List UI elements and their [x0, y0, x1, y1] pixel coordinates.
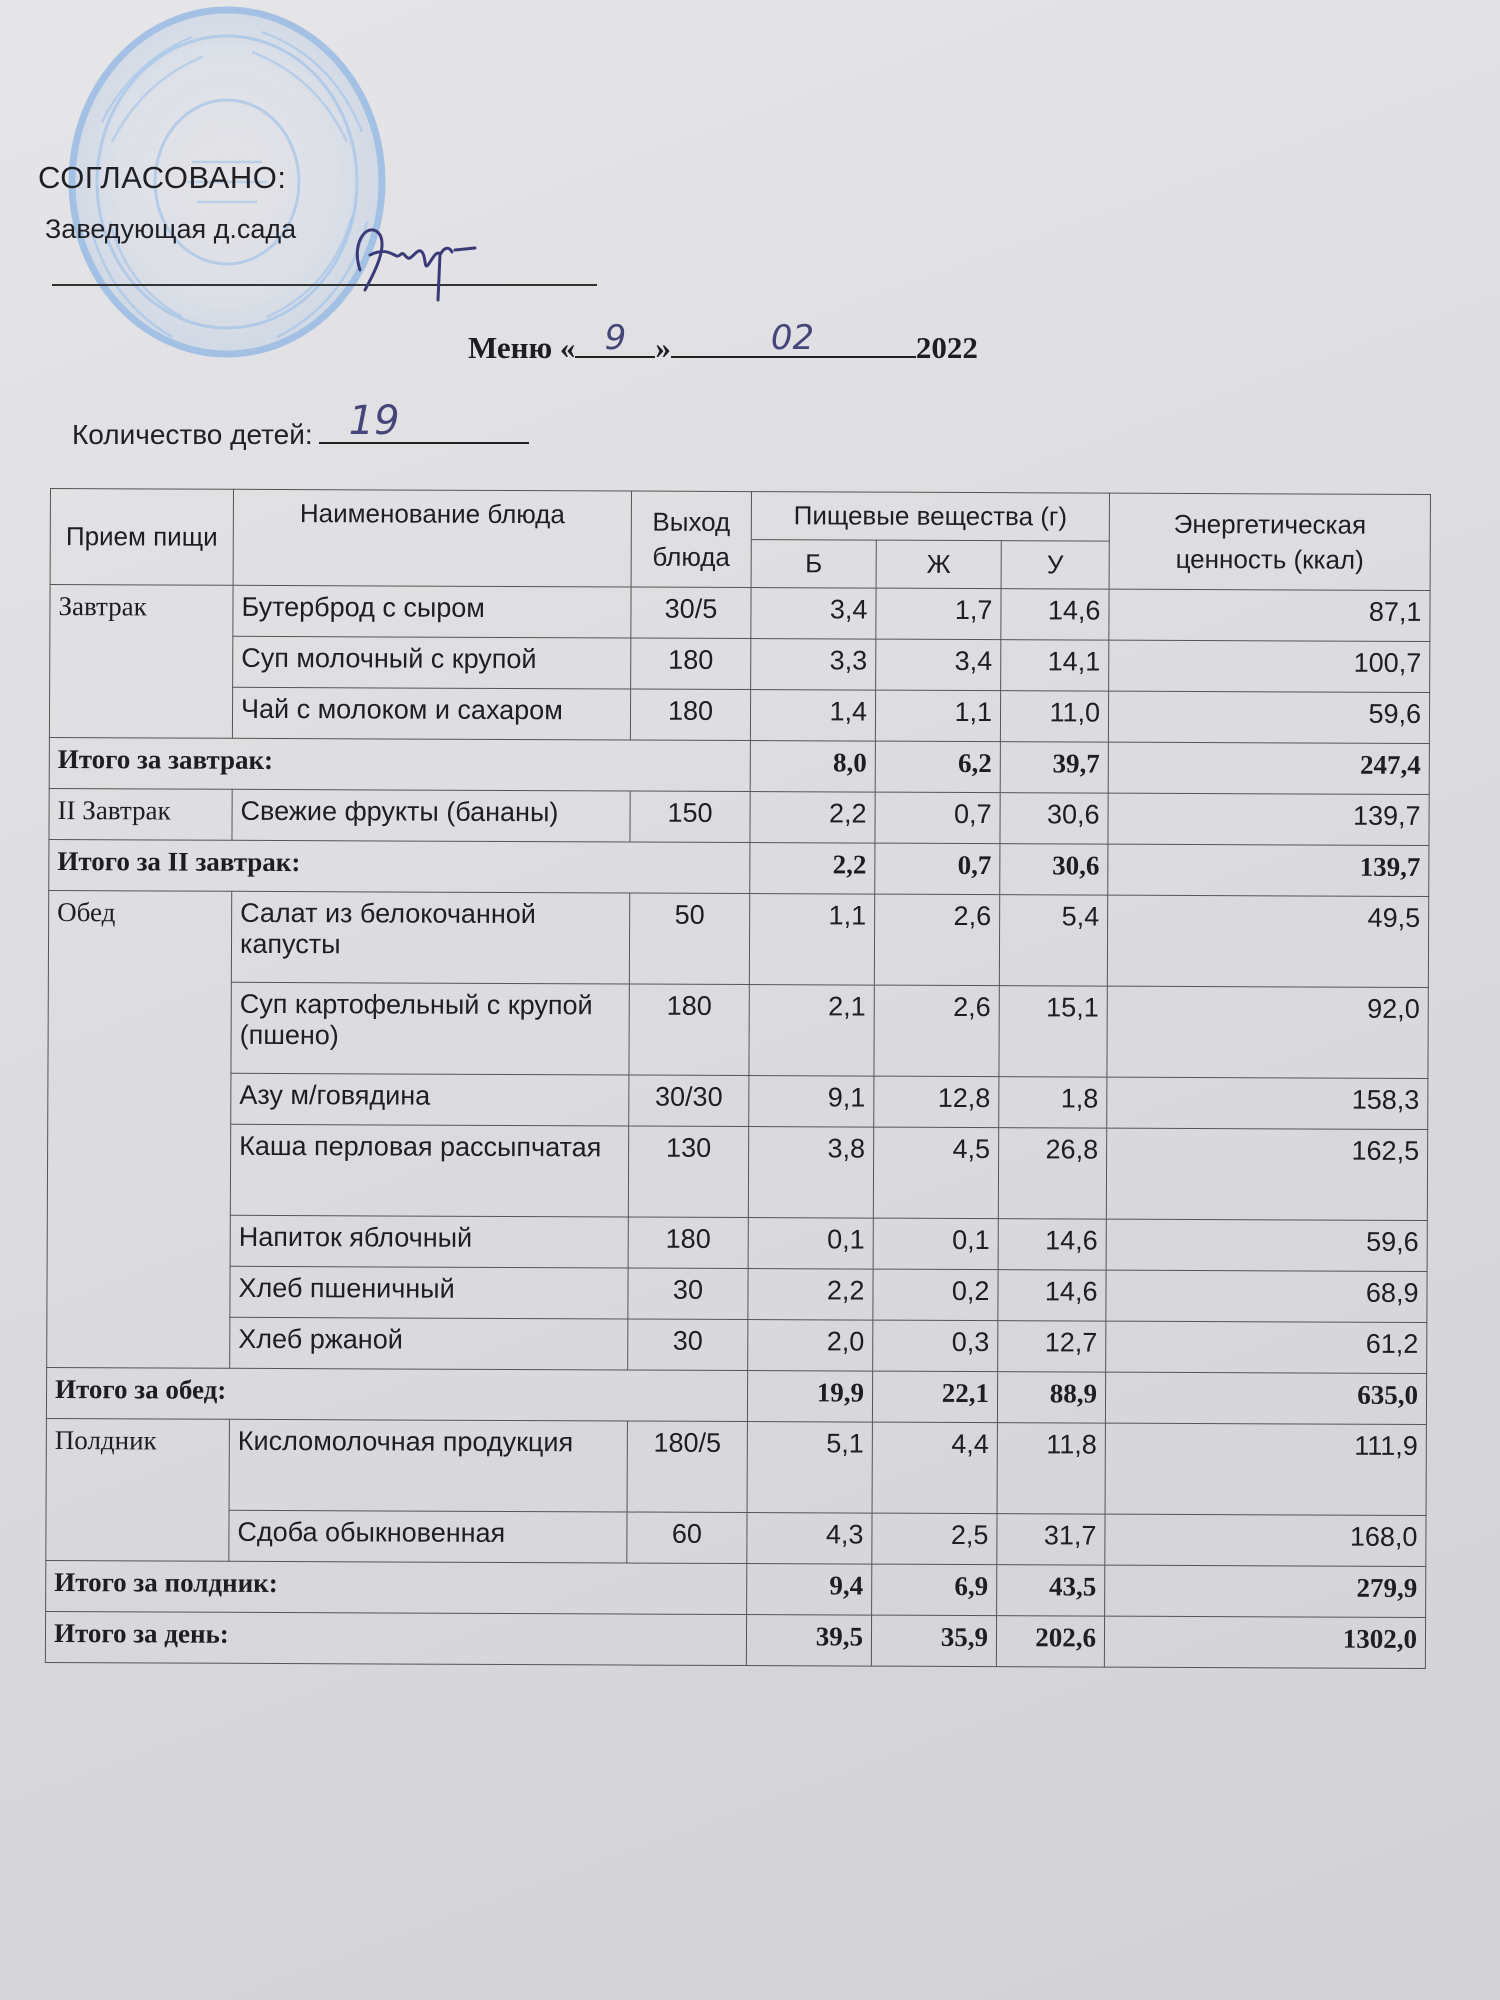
day-total-energy: 1302,0: [1104, 1616, 1425, 1668]
protein-value: 2,0: [748, 1320, 873, 1372]
carbs-value: 31,7: [997, 1514, 1105, 1565]
menu-title-middle: »: [655, 330, 671, 365]
menu-date-title: [468, 318, 978, 366]
energy-value: 92,0: [1107, 986, 1428, 1078]
total-carbs: 88,9: [997, 1372, 1105, 1423]
table-row: [46, 1510, 1426, 1567]
total-protein: 2,2: [750, 843, 875, 895]
day-total-protein: 39,5: [746, 1615, 871, 1667]
energy-value: 111,9: [1105, 1423, 1426, 1515]
total-row-lunch: [46, 1368, 1426, 1425]
table-row: [49, 789, 1429, 846]
month-field: [671, 318, 916, 358]
energy-value: 59,6: [1106, 1219, 1427, 1271]
protein-value: 9,1: [749, 1076, 874, 1128]
total-label: Итого за полдник:: [46, 1561, 747, 1615]
energy-value: 162,5: [1106, 1128, 1427, 1220]
protein-value: 3,8: [748, 1127, 873, 1219]
children-count-handwritten: 19: [348, 398, 400, 444]
col-header-carbs: У: [1001, 541, 1109, 590]
table-row: [50, 636, 1430, 693]
total-protein: 9,4: [747, 1564, 872, 1616]
total-label: Итого за обед:: [46, 1368, 747, 1422]
dish-name: Хлеб ржаной: [230, 1317, 628, 1370]
col-header-fat: Ж: [876, 540, 1001, 589]
table-row: [48, 1073, 1428, 1130]
menu-title-prefix: Меню «: [468, 330, 576, 365]
approval-label: СОГЛАСОВАНО:: [38, 160, 287, 195]
dish-output: 180: [630, 689, 750, 741]
carbs-value: 14,6: [998, 1219, 1106, 1270]
day-total-fat: 35,9: [871, 1615, 996, 1667]
carbs-value: 14,6: [1001, 589, 1109, 640]
total-carbs: 43,5: [997, 1565, 1105, 1616]
table-row: [47, 1266, 1427, 1323]
dish-output: 150: [630, 791, 750, 843]
energy-value: 59,6: [1108, 691, 1429, 743]
col-header-nutrients: Пищевые вещества (г): [751, 492, 1109, 542]
protein-value: 1,4: [750, 690, 875, 742]
dish-name: Салат из белокочанной капусты: [231, 891, 629, 984]
table-row: [47, 1317, 1427, 1374]
meal-snack: Полдник: [46, 1419, 230, 1562]
fat-value: 4,5: [873, 1127, 998, 1219]
protein-value: 0,1: [748, 1218, 873, 1270]
table-row: [47, 1124, 1427, 1221]
total-carbs: 30,6: [1000, 844, 1108, 895]
children-count-label: Количество детей:: [72, 419, 313, 450]
col-header-dish: Наименование блюда: [233, 489, 631, 587]
table-row: [50, 585, 1430, 642]
energy-value: 61,2: [1106, 1321, 1427, 1373]
dish-name: Хлеб пшеничный: [230, 1266, 628, 1319]
dish-output: 50: [629, 893, 749, 985]
menu-table: [45, 488, 1431, 1669]
carbs-value: 14,6: [998, 1270, 1106, 1321]
total-row-second-breakfast: [49, 840, 1429, 897]
table-row: [48, 891, 1428, 988]
fat-value: 4,4: [872, 1422, 997, 1514]
energy-value: 158,3: [1107, 1077, 1428, 1129]
carbs-value: 26,8: [998, 1128, 1106, 1219]
total-fat: 6,9: [872, 1564, 997, 1616]
energy-value: 49,5: [1107, 895, 1428, 987]
handwritten-signature: [340, 200, 490, 310]
dish-output: 180: [629, 984, 749, 1076]
fat-value: 0,7: [875, 792, 1000, 844]
protein-value: 2,2: [748, 1269, 873, 1321]
day-total-label: Итого за день:: [45, 1612, 746, 1666]
protein-value: 1,1: [749, 894, 874, 986]
protein-value: 3,3: [751, 639, 876, 691]
dish-name: Бутерброд с сыром: [233, 585, 631, 638]
fat-value: 1,1: [875, 690, 1000, 742]
carbs-value: 14,1: [1001, 640, 1109, 691]
month-handwritten: 02: [770, 318, 815, 358]
fat-value: 2,6: [874, 894, 999, 986]
dish-name: Азу м/говядина: [231, 1073, 629, 1126]
protein-value: 4,3: [747, 1513, 872, 1565]
energy-value: 68,9: [1106, 1270, 1427, 1322]
total-energy: 139,7: [1108, 844, 1429, 896]
table-row: [47, 1215, 1427, 1272]
carbs-value: 30,6: [1000, 793, 1108, 844]
fat-value: 2,5: [872, 1513, 997, 1565]
dish-name: Свежие фрукты (бананы): [232, 789, 630, 842]
dish-output: 30: [628, 1319, 748, 1371]
table-row: [48, 982, 1428, 1079]
meal-breakfast: Завтрак: [49, 585, 233, 739]
fat-value: 1,7: [876, 588, 1001, 640]
total-fat: 22,1: [872, 1371, 997, 1423]
dish-output: 30/30: [629, 1075, 749, 1127]
dish-name: Сдоба обыкновенная: [229, 1510, 627, 1563]
dish-output: 130: [628, 1126, 748, 1218]
dish-output: 180: [628, 1217, 748, 1269]
total-row-day: [45, 1612, 1425, 1669]
total-fat: 0,7: [875, 843, 1000, 895]
day-field: [575, 318, 655, 358]
carbs-value: 5,4: [999, 895, 1107, 986]
total-energy: 247,4: [1108, 742, 1429, 794]
dish-name: Напиток яблочный: [230, 1215, 628, 1268]
total-energy: 279,9: [1105, 1565, 1426, 1617]
table-row: [46, 1419, 1426, 1516]
energy-value: 139,7: [1108, 793, 1429, 845]
dish-output: 180: [631, 638, 751, 690]
protein-value: 5,1: [747, 1422, 872, 1514]
dish-output: 180/5: [627, 1421, 747, 1513]
carbs-value: 1,8: [999, 1077, 1107, 1128]
dish-name: Чай с молоком и сахаром: [232, 687, 630, 740]
energy-value: 100,7: [1109, 640, 1430, 692]
col-header-meal: Прием пищи: [50, 489, 233, 586]
fat-value: 2,6: [874, 985, 999, 1077]
dish-name: Суп молочный с крупой: [233, 636, 631, 689]
children-count-line: [72, 398, 529, 451]
fat-value: 12,8: [874, 1076, 999, 1128]
energy-value: 168,0: [1105, 1514, 1426, 1566]
carbs-value: 12,7: [998, 1321, 1106, 1372]
col-header-output: Выход блюда: [631, 491, 751, 588]
children-count-field: [319, 398, 529, 444]
total-row-breakfast: [49, 738, 1429, 795]
position-title: Заведующая д.сада: [45, 214, 297, 244]
total-row-snack: [46, 1561, 1426, 1618]
menu-table-wrapper: [45, 488, 1430, 1669]
total-energy: 635,0: [1105, 1372, 1426, 1424]
meal-second-breakfast: II Завтрак: [49, 789, 232, 841]
col-header-energy: Энергетическая ценность (ккал): [1109, 493, 1430, 591]
energy-value: 87,1: [1109, 589, 1430, 641]
header-row: [50, 489, 1430, 543]
dish-output: 60: [627, 1512, 747, 1564]
carbs-value: 11,0: [1000, 691, 1108, 742]
fat-value: 0,2: [873, 1269, 998, 1321]
dish-name: Каша перловая рассыпчатая: [230, 1124, 628, 1217]
day-handwritten: 9: [604, 318, 627, 358]
table-row: [49, 687, 1429, 744]
fat-value: 3,4: [876, 639, 1001, 691]
fat-value: 0,1: [873, 1218, 998, 1270]
total-carbs: 39,7: [1000, 742, 1108, 793]
dish-output: 30/5: [631, 587, 751, 639]
dish-name: Кисломолочная продукция: [229, 1419, 627, 1512]
col-header-protein: Б: [751, 540, 876, 589]
protein-value: 2,1: [749, 985, 874, 1077]
carbs-value: 15,1: [999, 986, 1107, 1077]
total-label: Итого за II завтрак:: [49, 840, 750, 894]
fat-value: 0,3: [873, 1320, 998, 1372]
signature-line: [52, 284, 597, 286]
total-fat: 6,2: [875, 741, 1000, 793]
day-total-carbs: 202,6: [996, 1616, 1104, 1667]
meal-lunch: Обед: [47, 891, 232, 1369]
total-protein: 19,9: [747, 1371, 872, 1423]
dish-output: 30: [628, 1268, 748, 1320]
protein-value: 3,4: [751, 588, 876, 640]
total-label: Итого за завтрак:: [49, 738, 750, 792]
protein-value: 2,2: [750, 792, 875, 844]
dish-name: Суп картофельный с крупой (пшено): [231, 982, 629, 1075]
total-protein: 8,0: [750, 741, 875, 793]
carbs-value: 11,8: [997, 1423, 1105, 1514]
menu-year: 2022: [915, 330, 978, 365]
